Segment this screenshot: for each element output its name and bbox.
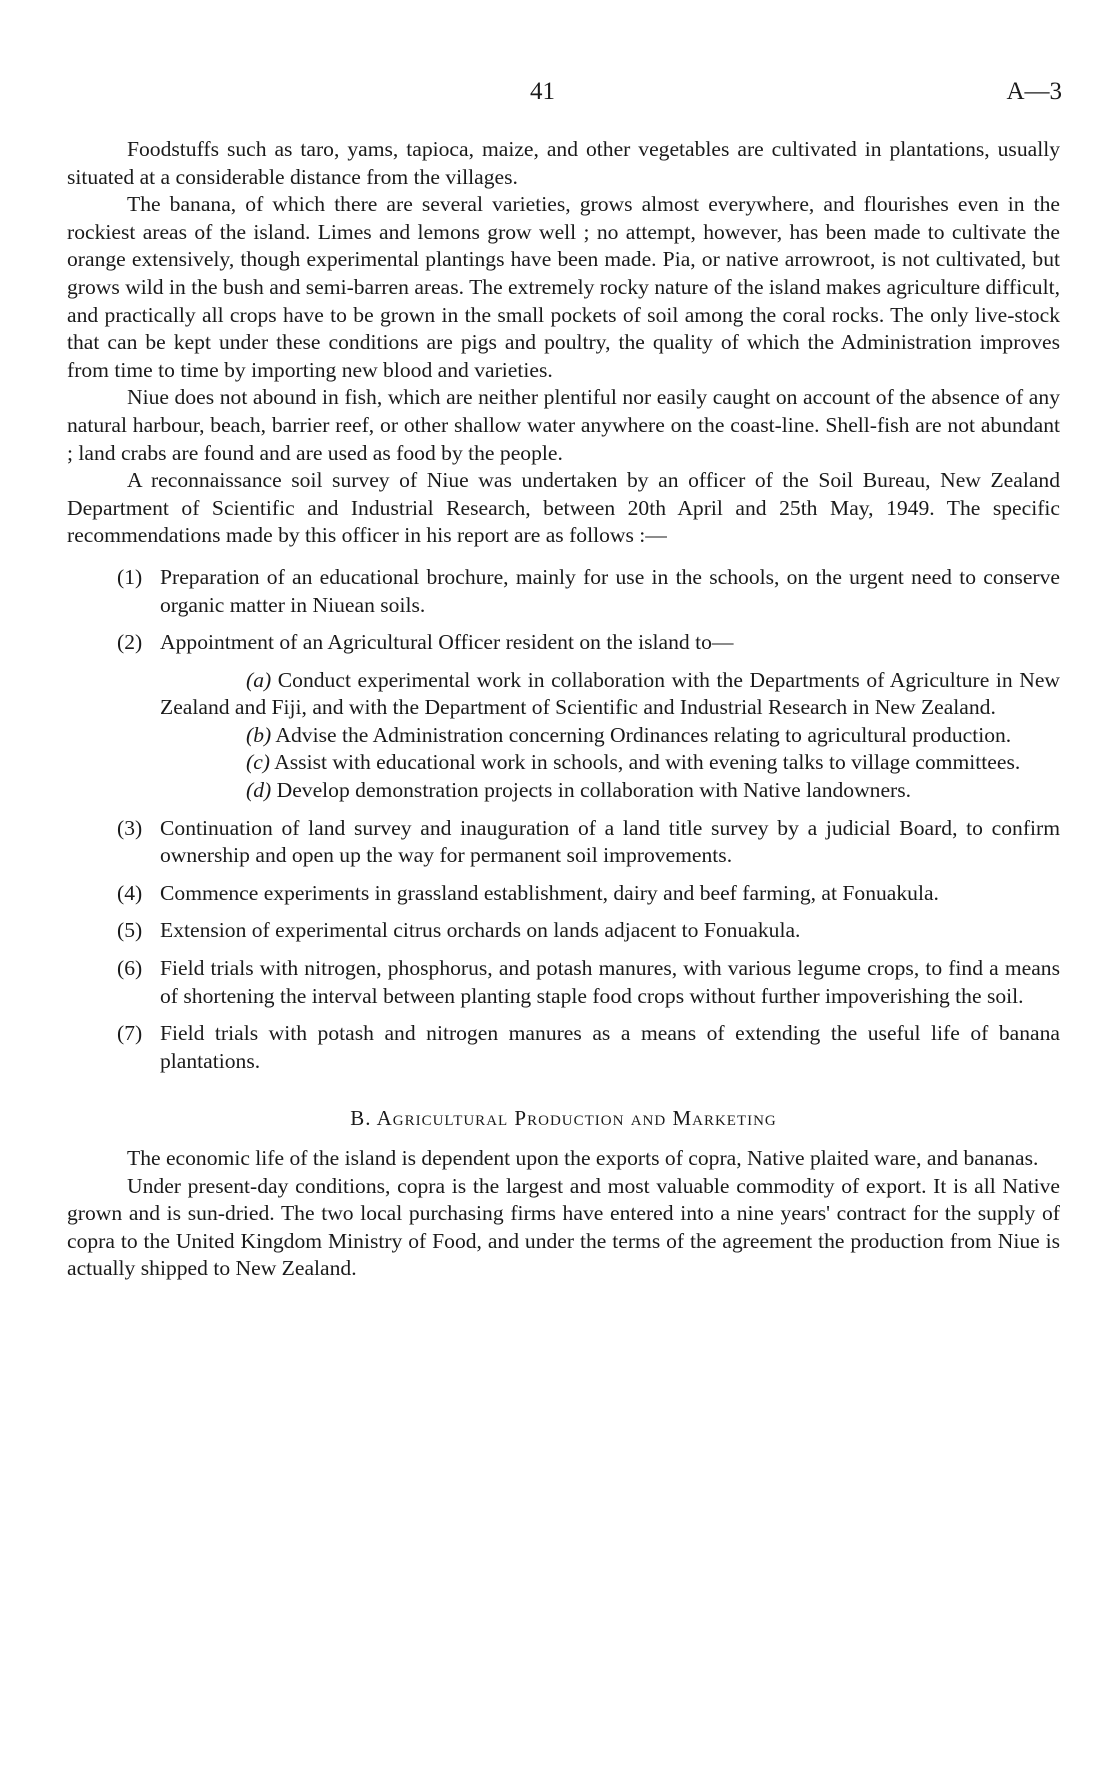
- item-number: (7): [117, 1021, 143, 1046]
- sub-item-text: Assist with educational work in schools, and with evening talks to village committees.: [274, 750, 1021, 775]
- sub-item: [67, 749, 1060, 777]
- recommendation-item: [67, 564, 1060, 619]
- item-number: (1): [117, 564, 143, 589]
- recommendation-item: [67, 815, 1060, 870]
- page-header: [0, 78, 1114, 118]
- sub-item-letter: (c): [246, 750, 270, 775]
- recommendation-item: [67, 917, 1060, 945]
- item-text: Continuation of land survey and inauguration of a land title survey by a judicial Board, to confirm ownership and open up the way for permanent soil improvements.: [160, 815, 1060, 868]
- recommendations-list: [67, 564, 1060, 1076]
- page-number: 41: [530, 78, 555, 105]
- item-text: Extension of experimental citrus orchards on lands adjacent to Fonuakula.: [160, 918, 801, 943]
- paragraph-foodstuffs: Foodstuffs such as taro, yams, tapioca, maize, and other vegetables are cultivated in plantations, usually situated at a considerable distance from the villages.: [67, 137, 1060, 189]
- sub-item-letter: (d): [246, 778, 272, 803]
- section-heading: B. Agricultural Production and Marketing: [350, 1106, 777, 1131]
- recommendation-item: [67, 629, 1060, 805]
- item-number: (5): [117, 918, 143, 943]
- sub-recommendations-list: [160, 667, 1060, 805]
- recommendation-item: [67, 955, 1060, 1010]
- paragraph-copra: Under present-day conditions, copra is the largest and most valuable commodity of export. It is all Native grown and is sun-dried. The two local purchasing firms have entered into a nine years' contract for the supply of copra to the United Kingdom Ministry of Food, and under the terms of the agreement the production from Niue is actually shipped to New Zealand.: [67, 1173, 1060, 1281]
- paragraph-banana: The banana, of which there are several varieties, grows almost everywhere, and flourishes even in the rockiest areas of the island. Limes and lemons grow well ; no attempt, however, has been made to cultivate the orange extensively, though experimental plantings have been made. Pia, or native arrowroot, is not cultivated, but grows wild in the bush and semi-barren areas. The extremely rocky nature of the island makes agriculture difficult, and practically all crops have to be grown in the small pockets of soil among the coral rocks. The only live-stock that can be kept under these conditions are pigs and poultry, the quality of which the Administration improves from time to time by importing new blood and varieties.: [67, 192, 1060, 382]
- document-code: A—3: [1006, 78, 1062, 105]
- paragraph-economic-life: The economic life of the island is dependent upon the exports of copra, Native plaited ware, and bananas.: [127, 1146, 1039, 1170]
- sub-item: [67, 667, 1060, 722]
- item-number: (4): [117, 880, 143, 905]
- item-text: Appointment of an Agricultural Officer resident on the island to—: [160, 630, 734, 655]
- sub-item-letter: (a): [246, 667, 272, 692]
- page-body: [67, 136, 1060, 1283]
- paragraph-soil-survey: A reconnaissance soil survey of Niue was undertaken by an officer of the Soil Bureau, New Zealand Department of Scientific and Industrial Research, between 20th April and 25th May, 1949. The specific recommendations made by this officer in his report are as follows :—: [67, 468, 1060, 548]
- paragraph-fish: Niue does not abound in fish, which are neither plentiful nor easily caught on account of the absence of any natural harbour, beach, barrier reef, or other shallow water anywhere on the coast-line. Shell-fish are not abundant ; land crabs are found and are used as food by the people.: [67, 385, 1060, 465]
- sub-item-text: Advise the Administration concerning Ordinances relating to agricultural production.: [275, 722, 1012, 747]
- item-number: (3): [117, 815, 143, 840]
- sub-item-text: Develop demonstration projects in collaboration with Native landowners.: [276, 778, 912, 803]
- item-text: Preparation of an educational brochure, mainly for use in the schools, on the urgent need to conserve organic matter in Niuean soils.: [160, 564, 1060, 617]
- item-text: Commence experiments in grassland establishment, dairy and beef farming, at Fonuakula.: [160, 880, 939, 905]
- item-number: (6): [117, 956, 143, 981]
- sub-item-text: Conduct experimental work in collaboration with the Departments of Agriculture in New Zealand and Fiji, and with the Department of Scientific and Industrial Research in New Zealand.: [160, 667, 1060, 720]
- item-number: (2): [117, 630, 143, 655]
- sub-item: [67, 722, 1060, 750]
- recommendation-item: [67, 880, 1060, 908]
- sub-item: [67, 777, 1060, 805]
- item-text: Field trials with nitrogen, phosphorus, and potash manures, with various legume crops, to find a means of shortening the interval between planting staple food crops without further impoverishing the soil.: [160, 956, 1060, 1008]
- recommendation-item: [67, 1020, 1060, 1075]
- item-text: Field trials with potash and nitrogen manures as a means of extending the useful life of banana plantations.: [160, 1021, 1060, 1073]
- sub-item-letter: (b): [246, 722, 272, 747]
